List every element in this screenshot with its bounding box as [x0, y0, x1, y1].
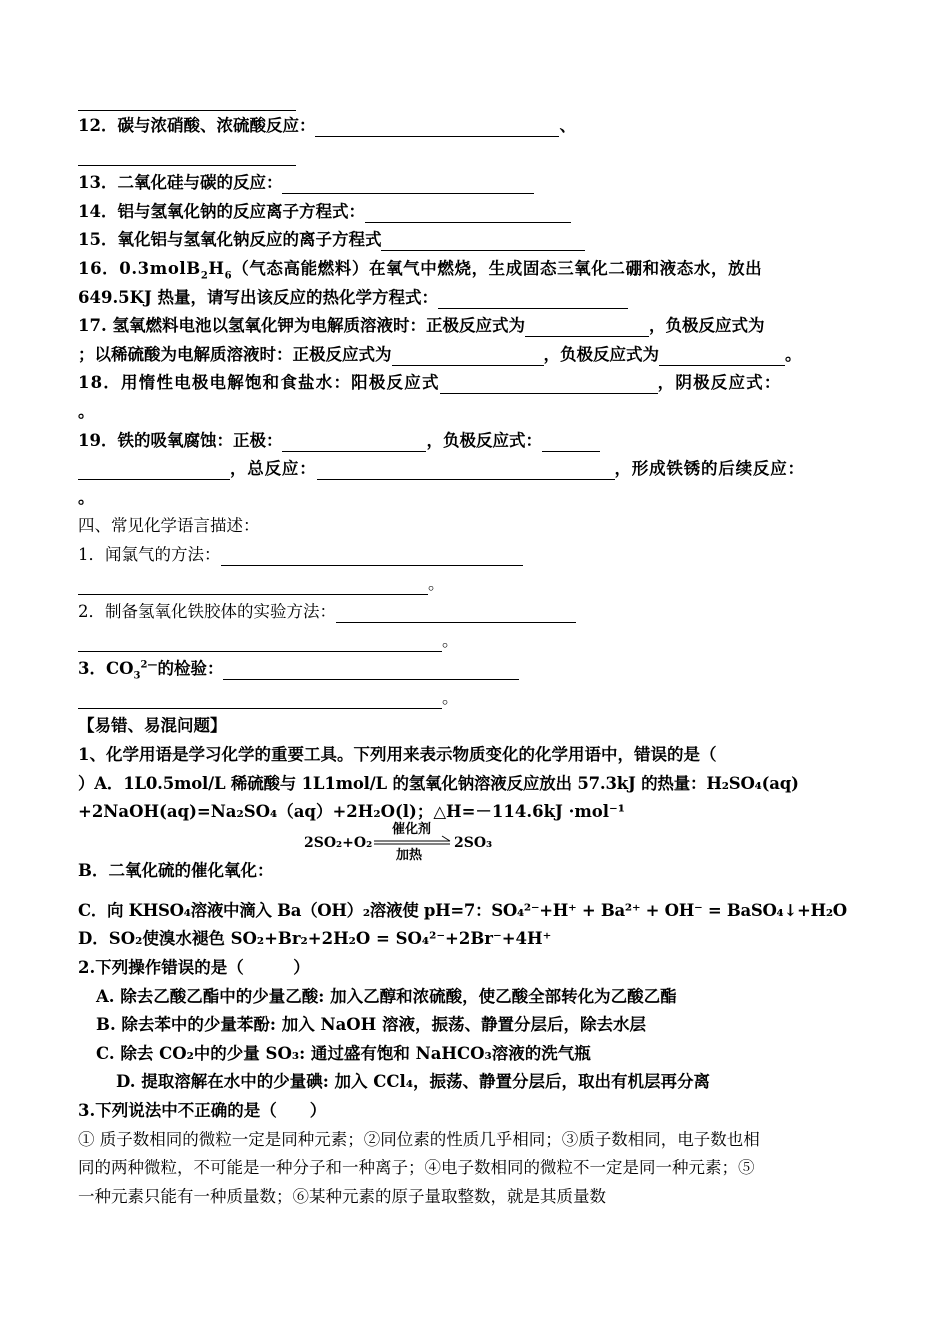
period: 。: [442, 687, 459, 707]
equation-svg: [304, 819, 504, 863]
statement-text: ① 质子数相同的微粒一定是同种元素；②同位素的性质几乎相同；③质子数相同，电子数也相: [78, 1129, 760, 1149]
errors-section-title: [78, 712, 878, 741]
problem-1-option-c: [78, 897, 878, 926]
problem-2-option-d: [78, 1068, 878, 1097]
problem-1-option-d: [78, 925, 878, 954]
option-text: +2NaOH(aq)=Na₂SO₄（aq）+2H₂O(l)；△H=－114.6kJ ·mol⁻¹: [78, 802, 625, 822]
blank[interactable]: [78, 459, 230, 480]
section-4-item-2: [78, 598, 878, 627]
problem-1-option-a: [78, 770, 878, 799]
section-title: 四、常见化学语言描述：: [78, 516, 260, 536]
problem-1-stem: [78, 741, 878, 770]
blank[interactable]: [78, 631, 442, 652]
question-text: 。: [785, 344, 802, 364]
question-16-line2: [78, 284, 878, 313]
statement-text: 同的两种微粒，不可能是一种分子和一种离子；④电子数相同的微粒不一定是同一种元素；⑤: [78, 1158, 755, 1178]
question-text: 1．闻氯气的方法：: [78, 544, 221, 564]
subscript: 6: [224, 270, 233, 282]
question-text: ，负极反应式：: [426, 430, 542, 450]
option-text: B．二氧化硫的催化氧化：: [78, 860, 274, 880]
section-4-item-1: [78, 541, 878, 570]
question-text: 2．制备氢氧化铁胶体的实验方法：: [78, 602, 336, 622]
option-text: A. 除去乙酸乙酯中的少量乙酸: 加入乙醇和浓硫酸，使乙酸全部转化为乙酸乙酯: [96, 986, 677, 1006]
problem-2-stem: [78, 954, 878, 983]
blank[interactable]: [336, 602, 576, 623]
blank[interactable]: [317, 459, 615, 480]
heat-label: 加热: [396, 847, 423, 863]
question-text: ，负极反应式为: [543, 344, 659, 364]
option-text: D．SO₂使溴水褪色 SO₂+Br₂+2H₂O = SO₄²⁻+2Br⁻+4H⁺: [78, 929, 552, 949]
question-text: 17. 氢氧燃料电池以氢氧化钾为电解质溶液时：正极反应式为: [78, 316, 525, 336]
option-text: ）A．1L0.5mol/L 稀硫酸与 1L1mol/L 的氢氧化钠溶液反应放出 57.3kJ 的热量：H₂SO₄(aq): [78, 773, 799, 793]
question-17-line1: [78, 312, 878, 341]
question-text: ，形成铁锈的后续反应：: [614, 459, 805, 479]
blank[interactable]: [78, 145, 296, 166]
question-14: [78, 198, 878, 227]
question-text: 。: [78, 401, 95, 421]
reaction-equation-image: [304, 819, 504, 863]
question-16-line1: [78, 255, 878, 284]
blank[interactable]: [381, 230, 585, 251]
problem-2-option-c: [78, 1040, 878, 1069]
answer-line: [78, 684, 878, 713]
blank[interactable]: [440, 373, 658, 394]
answer-line: [78, 570, 878, 599]
blank[interactable]: [223, 659, 519, 680]
question-18: [78, 369, 878, 398]
subscript: 3: [133, 670, 141, 682]
problem-3-stem: [78, 1097, 878, 1126]
subscript: 2: [200, 270, 209, 282]
answer-line: [78, 627, 878, 656]
question-text: 2.下列操作错误的是（ ）: [78, 958, 310, 978]
question-text: 1、化学用语是学习化学的重要工具。下列用来表示物质变化的化学用语中，错误的是（: [78, 745, 717, 765]
question-19-end: [78, 484, 878, 513]
question-text: 15．氧化铝与氢氧化钠反应的离子方程式: [78, 230, 382, 250]
question-text: 3．CO: [78, 659, 134, 679]
question-text: 3.下列说法中不正确的是（ ）: [78, 1101, 327, 1120]
period: 。: [442, 630, 459, 650]
blank[interactable]: [525, 316, 649, 337]
option-text: C．向 KHSO₄溶液中滴入 Ba（OH）₂溶液使 pH=7：SO₄²⁻+H⁺ + Ba²⁺ + OH⁻ = BaSO₄↓+H₂O: [78, 900, 847, 920]
option-text: B. 除去苯中的少量苯酚: 加入 NaOH 溶液，振荡、静置分层后，除去水层: [96, 1015, 646, 1035]
answer-line: [78, 141, 878, 170]
question-text: ；以稀硫酸为电解质溶液时：正极反应式为: [78, 344, 392, 364]
problem-2-option-b: [78, 1011, 878, 1040]
section-title: 【易错、易混问题】: [78, 716, 227, 736]
question-text: 16．0.3molB: [78, 258, 201, 278]
question-text: H: [208, 258, 225, 278]
answer-line: [78, 88, 878, 112]
problem-3-line-1: [78, 1126, 878, 1155]
blank[interactable]: [438, 288, 628, 309]
question-text: 。: [78, 487, 95, 507]
catalyst-label: 催化剂: [392, 821, 432, 837]
question-text: 19．铁的吸氧腐蚀：正极：: [78, 430, 283, 450]
question-19-line2: [78, 455, 878, 484]
question-text: 的检验：: [157, 659, 224, 679]
question-text: 14．铝与氢氧化钠的反应离子方程式：: [78, 201, 365, 221]
blank[interactable]: [392, 345, 544, 366]
separator: 、: [559, 116, 576, 135]
question-17-line2: [78, 341, 878, 370]
problem-2-option-a: [78, 983, 878, 1012]
question-text: 12．碳与浓硝酸、浓硫酸反应：: [78, 116, 316, 135]
blank[interactable]: [282, 173, 534, 194]
equation-right: 2SO₃: [454, 834, 493, 851]
arrow-head: [442, 836, 450, 841]
superscript: 2—: [140, 659, 158, 671]
equation-left: 2SO₂+O₂: [304, 834, 373, 851]
section-4-item-3: [78, 655, 878, 684]
blank[interactable]: [78, 574, 428, 595]
option-text: D. 提取溶解在水中的少量碘: 加入 CCl₄，振荡、静置分层后，取出有机层再分离: [116, 1072, 711, 1092]
blank[interactable]: [78, 90, 296, 111]
question-12: [78, 112, 878, 141]
question-text: （气态高能燃料）在氧气中燃烧，生成固态三氧化二硼和液态水，放出: [232, 258, 763, 278]
problem-3-line-2: [78, 1154, 878, 1183]
worksheet-page: [78, 88, 878, 1211]
question-13: [78, 169, 878, 198]
problem-1-option-b: [78, 821, 878, 897]
problem-3-line-3: [78, 1183, 878, 1212]
question-text: 18．用惰性电极电解饱和食盐水：阳极反应式: [78, 373, 440, 393]
question-19-line1: [78, 427, 878, 456]
blank[interactable]: [365, 202, 571, 223]
question-text: 649.5KJ 热量，请写出该反应的热化学方程式：: [78, 287, 439, 307]
statement-text: 一种元素只能有一种质量数；⑥某种元素的原子量取整数，就是其质量数: [78, 1186, 606, 1206]
question-text: ，总反应：: [230, 459, 317, 479]
period: 。: [428, 573, 445, 593]
blank[interactable]: [659, 345, 785, 366]
blank[interactable]: [315, 116, 559, 137]
option-text: C. 除去 CO₂中的少量 SO₃: 通过盛有饱和 NaHCO₃溶液的洗气瓶: [96, 1043, 591, 1063]
blank[interactable]: [282, 431, 426, 452]
blank[interactable]: [542, 431, 600, 452]
section-4-title: [78, 512, 878, 541]
question-text: 13．二氧化硅与碳的反应：: [78, 173, 283, 193]
blank[interactable]: [78, 688, 442, 709]
question-18-end: [78, 398, 878, 427]
blank[interactable]: [221, 545, 523, 566]
question-text: ，阴极反应式：: [657, 373, 782, 393]
question-text: ，负极反应式为: [648, 316, 765, 336]
question-15: [78, 226, 878, 255]
